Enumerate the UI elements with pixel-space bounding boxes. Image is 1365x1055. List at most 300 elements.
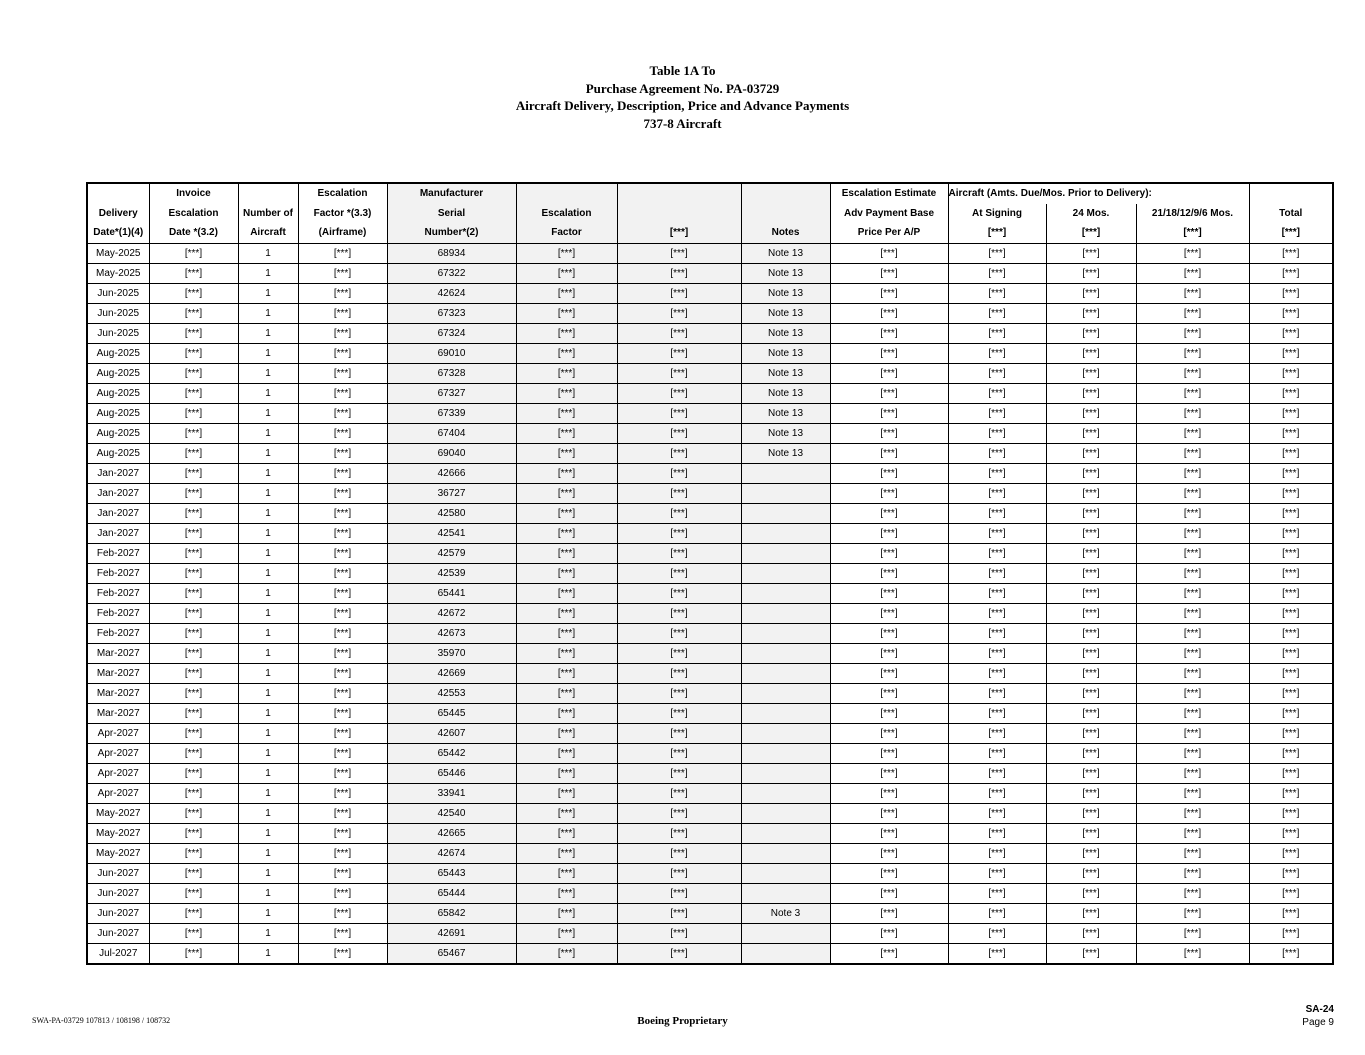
at-signing-cell: [***] bbox=[948, 763, 1046, 783]
mos-24-cell: [***] bbox=[1046, 723, 1136, 743]
number-of-aircraft-cell: 1 bbox=[238, 403, 298, 423]
delivery-date-cell: Feb-2027 bbox=[87, 583, 149, 603]
escalation-factor-cell: [***] bbox=[516, 243, 617, 263]
total-cell: [***] bbox=[1249, 383, 1333, 403]
invoice-escalation-date-cell: [***] bbox=[149, 303, 238, 323]
redacted-cell: [***] bbox=[617, 263, 741, 283]
mos-21-18-12-9-6-cell: [***] bbox=[1136, 623, 1249, 643]
mos-24-cell: [***] bbox=[1046, 483, 1136, 503]
delivery-date-cell: Jun-2025 bbox=[87, 283, 149, 303]
mos-24-cell: [***] bbox=[1046, 563, 1136, 583]
adv-payment-base-price-cell: [***] bbox=[830, 883, 948, 903]
invoice-escalation-date-cell: [***] bbox=[149, 623, 238, 643]
number-of-aircraft-cell: 1 bbox=[238, 503, 298, 523]
serial-number-cell: 69010 bbox=[387, 343, 516, 363]
mos-21-18-12-9-6-cell: [***] bbox=[1136, 343, 1249, 363]
invoice-escalation-date-cell: [***] bbox=[149, 483, 238, 503]
header-cell bbox=[741, 204, 830, 224]
escalation-factor-airframe-cell: [***] bbox=[298, 743, 387, 763]
adv-payment-base-price-cell: [***] bbox=[830, 923, 948, 943]
mos-24-cell: [***] bbox=[1046, 703, 1136, 723]
adv-payment-base-price-cell: [***] bbox=[830, 643, 948, 663]
number-of-aircraft-cell: 1 bbox=[238, 823, 298, 843]
total-cell: [***] bbox=[1249, 663, 1333, 683]
at-signing-cell: [***] bbox=[948, 343, 1046, 363]
mos-24-cell: [***] bbox=[1046, 743, 1136, 763]
table-row bbox=[87, 423, 1333, 443]
notes-cell bbox=[741, 683, 830, 703]
redacted-cell: [***] bbox=[617, 843, 741, 863]
mos-21-18-12-9-6-cell: [***] bbox=[1136, 263, 1249, 283]
number-of-aircraft-cell: 1 bbox=[238, 323, 298, 343]
escalation-factor-airframe-cell: [***] bbox=[298, 443, 387, 463]
invoice-escalation-date-cell: [***] bbox=[149, 363, 238, 383]
mos-21-18-12-9-6-cell: [***] bbox=[1136, 423, 1249, 443]
notes-cell bbox=[741, 723, 830, 743]
at-signing-cell: [***] bbox=[948, 723, 1046, 743]
redacted-cell: [***] bbox=[617, 543, 741, 563]
serial-number-cell: 42669 bbox=[387, 663, 516, 683]
escalation-factor-cell: [***] bbox=[516, 863, 617, 883]
invoice-escalation-date-cell: [***] bbox=[149, 903, 238, 923]
number-of-aircraft-cell: 1 bbox=[238, 743, 298, 763]
escalation-factor-cell: [***] bbox=[516, 943, 617, 964]
mos-21-18-12-9-6-cell: [***] bbox=[1136, 703, 1249, 723]
mos-21-18-12-9-6-cell: [***] bbox=[1136, 923, 1249, 943]
invoice-escalation-date-cell: [***] bbox=[149, 803, 238, 823]
redacted-cell: [***] bbox=[617, 563, 741, 583]
at-signing-cell: [***] bbox=[948, 263, 1046, 283]
table-row bbox=[87, 303, 1333, 323]
escalation-factor-airframe-cell: [***] bbox=[298, 343, 387, 363]
at-signing-cell: [***] bbox=[948, 463, 1046, 483]
total-cell: [***] bbox=[1249, 883, 1333, 903]
redacted-cell: [***] bbox=[617, 763, 741, 783]
escalation-factor-cell: [***] bbox=[516, 363, 617, 383]
at-signing-cell: [***] bbox=[948, 843, 1046, 863]
number-of-aircraft-cell: 1 bbox=[238, 463, 298, 483]
notes-cell bbox=[741, 543, 830, 563]
adv-payment-base-price-cell: [***] bbox=[830, 863, 948, 883]
redacted-cell: [***] bbox=[617, 923, 741, 943]
escalation-factor-airframe-cell: [***] bbox=[298, 303, 387, 323]
mos-24-cell: [***] bbox=[1046, 543, 1136, 563]
serial-number-cell: 42672 bbox=[387, 603, 516, 623]
number-of-aircraft-cell: 1 bbox=[238, 683, 298, 703]
serial-number-cell: 42540 bbox=[387, 803, 516, 823]
escalation-factor-cell: [***] bbox=[516, 383, 617, 403]
at-signing-cell: [***] bbox=[948, 583, 1046, 603]
mos-24-cell: [***] bbox=[1046, 423, 1136, 443]
delivery-date-cell: Aug-2025 bbox=[87, 363, 149, 383]
header-row-1 bbox=[87, 183, 1333, 204]
invoice-escalation-date-cell: [***] bbox=[149, 943, 238, 964]
at-signing-cell: [***] bbox=[948, 643, 1046, 663]
adv-payment-base-price-cell: [***] bbox=[830, 563, 948, 583]
mos-24-cell: [***] bbox=[1046, 243, 1136, 263]
redacted-cell: [***] bbox=[617, 903, 741, 923]
header-cell: [***] bbox=[1046, 223, 1136, 243]
notes-cell: Note 13 bbox=[741, 403, 830, 423]
total-cell: [***] bbox=[1249, 283, 1333, 303]
mos-24-cell: [***] bbox=[1046, 843, 1136, 863]
serial-number-cell: 67404 bbox=[387, 423, 516, 443]
adv-payment-base-price-cell: [***] bbox=[830, 383, 948, 403]
adv-payment-base-price-cell: [***] bbox=[830, 843, 948, 863]
total-cell: [***] bbox=[1249, 543, 1333, 563]
escalation-factor-cell: [***] bbox=[516, 543, 617, 563]
at-signing-cell: [***] bbox=[948, 423, 1046, 443]
escalation-factor-cell: [***] bbox=[516, 463, 617, 483]
serial-number-cell: 42666 bbox=[387, 463, 516, 483]
header-cell: (Airframe) bbox=[298, 223, 387, 243]
mos-24-cell: [***] bbox=[1046, 403, 1136, 423]
number-of-aircraft-cell: 1 bbox=[238, 423, 298, 443]
at-signing-cell: [***] bbox=[948, 543, 1046, 563]
serial-number-cell: 67327 bbox=[387, 383, 516, 403]
mos-21-18-12-9-6-cell: [***] bbox=[1136, 443, 1249, 463]
redacted-cell: [***] bbox=[617, 423, 741, 443]
delivery-date-cell: Jan-2027 bbox=[87, 463, 149, 483]
invoice-escalation-date-cell: [***] bbox=[149, 503, 238, 523]
at-signing-cell: [***] bbox=[948, 923, 1046, 943]
number-of-aircraft-cell: 1 bbox=[238, 343, 298, 363]
serial-number-cell: 67328 bbox=[387, 363, 516, 383]
notes-cell bbox=[741, 843, 830, 863]
mos-21-18-12-9-6-cell: [***] bbox=[1136, 883, 1249, 903]
invoice-escalation-date-cell: [***] bbox=[149, 743, 238, 763]
at-signing-cell: [***] bbox=[948, 883, 1046, 903]
mos-24-cell: [***] bbox=[1046, 623, 1136, 643]
delivery-date-cell: Aug-2025 bbox=[87, 343, 149, 363]
adv-payment-base-price-cell: [***] bbox=[830, 783, 948, 803]
adv-payment-base-price-cell: [***] bbox=[830, 903, 948, 923]
total-cell: [***] bbox=[1249, 463, 1333, 483]
escalation-factor-cell: [***] bbox=[516, 263, 617, 283]
notes-cell bbox=[741, 923, 830, 943]
number-of-aircraft-cell: 1 bbox=[238, 243, 298, 263]
total-cell: [***] bbox=[1249, 243, 1333, 263]
mos-24-cell: [***] bbox=[1046, 283, 1136, 303]
escalation-factor-airframe-cell: [***] bbox=[298, 923, 387, 943]
total-cell: [***] bbox=[1249, 443, 1333, 463]
table-row bbox=[87, 363, 1333, 383]
at-signing-cell: [***] bbox=[948, 943, 1046, 964]
header-cell: At Signing bbox=[948, 204, 1046, 224]
mos-24-cell: [***] bbox=[1046, 863, 1136, 883]
at-signing-cell: [***] bbox=[948, 283, 1046, 303]
invoice-escalation-date-cell: [***] bbox=[149, 763, 238, 783]
total-cell: [***] bbox=[1249, 783, 1333, 803]
header-row-2 bbox=[87, 204, 1333, 224]
escalation-factor-cell: [***] bbox=[516, 823, 617, 843]
number-of-aircraft-cell: 1 bbox=[238, 583, 298, 603]
header-row-3 bbox=[87, 223, 1333, 243]
total-cell: [***] bbox=[1249, 303, 1333, 323]
mos-21-18-12-9-6-cell: [***] bbox=[1136, 323, 1249, 343]
escalation-factor-airframe-cell: [***] bbox=[298, 683, 387, 703]
adv-payment-base-price-cell: [***] bbox=[830, 803, 948, 823]
serial-number-cell: 42580 bbox=[387, 503, 516, 523]
table-row bbox=[87, 463, 1333, 483]
header-cell: [***] bbox=[948, 223, 1046, 243]
adv-payment-base-price-cell: [***] bbox=[830, 403, 948, 423]
mos-24-cell: [***] bbox=[1046, 923, 1136, 943]
at-signing-cell: [***] bbox=[948, 703, 1046, 723]
delivery-date-cell: Jun-2027 bbox=[87, 883, 149, 903]
adv-payment-base-price-cell: [***] bbox=[830, 583, 948, 603]
notes-cell bbox=[741, 663, 830, 683]
proprietary-notice: Boeing Proprietary bbox=[637, 1015, 728, 1027]
notes-cell bbox=[741, 523, 830, 543]
total-cell: [***] bbox=[1249, 523, 1333, 543]
mos-21-18-12-9-6-cell: [***] bbox=[1136, 603, 1249, 623]
escalation-factor-airframe-cell: [***] bbox=[298, 563, 387, 583]
delivery-date-cell: Jun-2025 bbox=[87, 303, 149, 323]
at-signing-cell: [***] bbox=[948, 903, 1046, 923]
at-signing-cell: [***] bbox=[948, 803, 1046, 823]
at-signing-cell: [***] bbox=[948, 303, 1046, 323]
serial-number-cell: 42624 bbox=[387, 283, 516, 303]
serial-number-cell: 65446 bbox=[387, 763, 516, 783]
header-cell: [***] bbox=[617, 223, 741, 243]
total-cell: [***] bbox=[1249, 623, 1333, 643]
serial-number-cell: 67322 bbox=[387, 263, 516, 283]
mos-21-18-12-9-6-cell: [***] bbox=[1136, 503, 1249, 523]
redacted-cell: [***] bbox=[617, 623, 741, 643]
mos-21-18-12-9-6-cell: [***] bbox=[1136, 743, 1249, 763]
redacted-cell: [***] bbox=[617, 403, 741, 423]
at-signing-cell: [***] bbox=[948, 623, 1046, 643]
table-row bbox=[87, 723, 1333, 743]
escalation-factor-airframe-cell: [***] bbox=[298, 663, 387, 683]
delivery-date-cell: Jun-2027 bbox=[87, 923, 149, 943]
redacted-cell: [***] bbox=[617, 363, 741, 383]
escalation-factor-airframe-cell: [***] bbox=[298, 603, 387, 623]
escalation-factor-airframe-cell: [***] bbox=[298, 783, 387, 803]
serial-number-cell: 68934 bbox=[387, 243, 516, 263]
invoice-escalation-date-cell: [***] bbox=[149, 643, 238, 663]
adv-payment-base-price-cell: [***] bbox=[830, 603, 948, 623]
table-row bbox=[87, 783, 1333, 803]
number-of-aircraft-cell: 1 bbox=[238, 383, 298, 403]
mos-24-cell: [***] bbox=[1046, 643, 1136, 663]
notes-cell bbox=[741, 483, 830, 503]
delivery-date-cell: Jan-2027 bbox=[87, 483, 149, 503]
redacted-cell: [***] bbox=[617, 323, 741, 343]
at-signing-cell: [***] bbox=[948, 603, 1046, 623]
table-row bbox=[87, 443, 1333, 463]
header-cell: 21/18/12/9/6 Mos. bbox=[1136, 204, 1249, 224]
header-cell: Escalation bbox=[516, 204, 617, 224]
escalation-factor-airframe-cell: [***] bbox=[298, 243, 387, 263]
notes-cell bbox=[741, 623, 830, 643]
redacted-cell: [***] bbox=[617, 663, 741, 683]
total-cell: [***] bbox=[1249, 583, 1333, 603]
invoice-escalation-date-cell: [***] bbox=[149, 723, 238, 743]
notes-cell bbox=[741, 863, 830, 883]
notes-cell: Note 13 bbox=[741, 323, 830, 343]
escalation-factor-cell: [***] bbox=[516, 903, 617, 923]
adv-payment-base-price-cell: [***] bbox=[830, 243, 948, 263]
header-cell: Number*(2) bbox=[387, 223, 516, 243]
delivery-date-cell: Aug-2025 bbox=[87, 403, 149, 423]
mos-21-18-12-9-6-cell: [***] bbox=[1136, 723, 1249, 743]
header-cell: Notes bbox=[741, 223, 830, 243]
adv-payment-base-price-cell: [***] bbox=[830, 523, 948, 543]
table-row bbox=[87, 763, 1333, 783]
table-row bbox=[87, 583, 1333, 603]
number-of-aircraft-cell: 1 bbox=[238, 303, 298, 323]
serial-number-cell: 35970 bbox=[387, 643, 516, 663]
number-of-aircraft-cell: 1 bbox=[238, 543, 298, 563]
delivery-date-cell: Feb-2027 bbox=[87, 603, 149, 623]
mos-24-cell: [***] bbox=[1046, 823, 1136, 843]
mos-21-18-12-9-6-cell: [***] bbox=[1136, 403, 1249, 423]
number-of-aircraft-cell: 1 bbox=[238, 843, 298, 863]
notes-cell: Note 13 bbox=[741, 283, 830, 303]
table-row bbox=[87, 403, 1333, 423]
redacted-cell: [***] bbox=[617, 463, 741, 483]
escalation-factor-airframe-cell: [***] bbox=[298, 263, 387, 283]
serial-number-cell: 65445 bbox=[387, 703, 516, 723]
delivery-table bbox=[86, 182, 1334, 965]
total-cell: [***] bbox=[1249, 323, 1333, 343]
redacted-cell: [***] bbox=[617, 583, 741, 603]
mos-24-cell: [***] bbox=[1046, 463, 1136, 483]
total-cell: [***] bbox=[1249, 943, 1333, 964]
table-row bbox=[87, 563, 1333, 583]
delivery-date-cell: Apr-2027 bbox=[87, 743, 149, 763]
header-cell: Total bbox=[1249, 204, 1333, 224]
notes-cell bbox=[741, 703, 830, 723]
escalation-factor-cell: [***] bbox=[516, 303, 617, 323]
table-row bbox=[87, 323, 1333, 343]
header-cell: Serial bbox=[387, 204, 516, 224]
notes-cell: Note 13 bbox=[741, 383, 830, 403]
redacted-cell: [***] bbox=[617, 503, 741, 523]
escalation-factor-cell: [***] bbox=[516, 483, 617, 503]
adv-payment-base-price-cell: [***] bbox=[830, 323, 948, 343]
document-reference: SWA-PA-03729 107813 / 108198 / 108732 bbox=[32, 1016, 171, 1025]
serial-number-cell: 65444 bbox=[387, 883, 516, 903]
invoice-escalation-date-cell: [***] bbox=[149, 703, 238, 723]
serial-number-cell: 42553 bbox=[387, 683, 516, 703]
serial-number-cell: 65442 bbox=[387, 743, 516, 763]
notes-cell bbox=[741, 743, 830, 763]
table-row bbox=[87, 903, 1333, 923]
escalation-factor-cell: [***] bbox=[516, 923, 617, 943]
header-cell: Adv Payment Base bbox=[830, 204, 948, 224]
at-signing-cell: [***] bbox=[948, 383, 1046, 403]
mos-21-18-12-9-6-cell: [***] bbox=[1136, 903, 1249, 923]
at-signing-cell: [***] bbox=[948, 403, 1046, 423]
adv-payment-base-price-cell: [***] bbox=[830, 463, 948, 483]
invoice-escalation-date-cell: [***] bbox=[149, 883, 238, 903]
mos-21-18-12-9-6-cell: [***] bbox=[1136, 783, 1249, 803]
serial-number-cell: 65842 bbox=[387, 903, 516, 923]
header-cell bbox=[617, 204, 741, 224]
adv-payment-base-price-cell: [***] bbox=[830, 703, 948, 723]
notes-cell bbox=[741, 943, 830, 964]
escalation-factor-airframe-cell: [***] bbox=[298, 403, 387, 423]
number-of-aircraft-cell: 1 bbox=[238, 943, 298, 964]
notes-cell bbox=[741, 643, 830, 663]
header-cell: Price Per A/P bbox=[830, 223, 948, 243]
table-row bbox=[87, 503, 1333, 523]
mos-24-cell: [***] bbox=[1046, 523, 1136, 543]
invoice-escalation-date-cell: [***] bbox=[149, 243, 238, 263]
table-row bbox=[87, 923, 1333, 943]
escalation-factor-airframe-cell: [***] bbox=[298, 643, 387, 663]
adv-payment-base-price-cell: [***] bbox=[830, 263, 948, 283]
number-of-aircraft-cell: 1 bbox=[238, 363, 298, 383]
notes-cell: Note 13 bbox=[741, 263, 830, 283]
total-cell: [***] bbox=[1249, 363, 1333, 383]
header-cell: Factor *(3.3) bbox=[298, 204, 387, 224]
serial-number-cell: 42674 bbox=[387, 843, 516, 863]
header-cell bbox=[741, 183, 830, 204]
escalation-factor-airframe-cell: [***] bbox=[298, 543, 387, 563]
table-row bbox=[87, 883, 1333, 903]
number-of-aircraft-cell: 1 bbox=[238, 643, 298, 663]
escalation-factor-airframe-cell: [***] bbox=[298, 483, 387, 503]
delivery-date-cell: May-2027 bbox=[87, 803, 149, 823]
serial-number-cell: 42673 bbox=[387, 623, 516, 643]
header-cell: Escalation bbox=[149, 204, 238, 224]
table-row bbox=[87, 383, 1333, 403]
delivery-date-cell: Apr-2027 bbox=[87, 783, 149, 803]
serial-number-cell: 36727 bbox=[387, 483, 516, 503]
mos-24-cell: [***] bbox=[1046, 663, 1136, 683]
table-row bbox=[87, 943, 1333, 964]
header-cell: Delivery bbox=[87, 204, 149, 224]
escalation-factor-cell: [***] bbox=[516, 503, 617, 523]
escalation-factor-cell: [***] bbox=[516, 883, 617, 903]
escalation-factor-airframe-cell: [***] bbox=[298, 363, 387, 383]
header-cell: Escalation bbox=[298, 183, 387, 204]
adv-payment-base-price-cell: [***] bbox=[830, 943, 948, 964]
header-cell bbox=[87, 183, 149, 204]
page-info bbox=[1302, 1003, 1334, 1029]
escalation-factor-airframe-cell: [***] bbox=[298, 463, 387, 483]
notes-cell: Note 13 bbox=[741, 343, 830, 363]
header-cell: Factor bbox=[516, 223, 617, 243]
table-row bbox=[87, 623, 1333, 643]
redacted-cell: [***] bbox=[617, 863, 741, 883]
delivery-date-cell: May-2025 bbox=[87, 243, 149, 263]
mos-21-18-12-9-6-cell: [***] bbox=[1136, 683, 1249, 703]
mos-24-cell: [***] bbox=[1046, 503, 1136, 523]
redacted-cell: [***] bbox=[617, 943, 741, 964]
redacted-cell: [***] bbox=[617, 243, 741, 263]
header-cell: Escalation Estimate bbox=[830, 183, 948, 204]
table-row bbox=[87, 643, 1333, 663]
mos-21-18-12-9-6-cell: [***] bbox=[1136, 383, 1249, 403]
invoice-escalation-date-cell: [***] bbox=[149, 283, 238, 303]
number-of-aircraft-cell: 1 bbox=[238, 523, 298, 543]
mos-24-cell: [***] bbox=[1046, 603, 1136, 623]
table-row bbox=[87, 823, 1333, 843]
notes-cell: Note 13 bbox=[741, 443, 830, 463]
escalation-factor-airframe-cell: [***] bbox=[298, 863, 387, 883]
redacted-cell: [***] bbox=[617, 823, 741, 843]
header-cell bbox=[516, 183, 617, 204]
mos-24-cell: [***] bbox=[1046, 303, 1136, 323]
number-of-aircraft-cell: 1 bbox=[238, 483, 298, 503]
adv-payment-base-price-cell: [***] bbox=[830, 283, 948, 303]
adv-payment-base-price-cell: [***] bbox=[830, 623, 948, 643]
